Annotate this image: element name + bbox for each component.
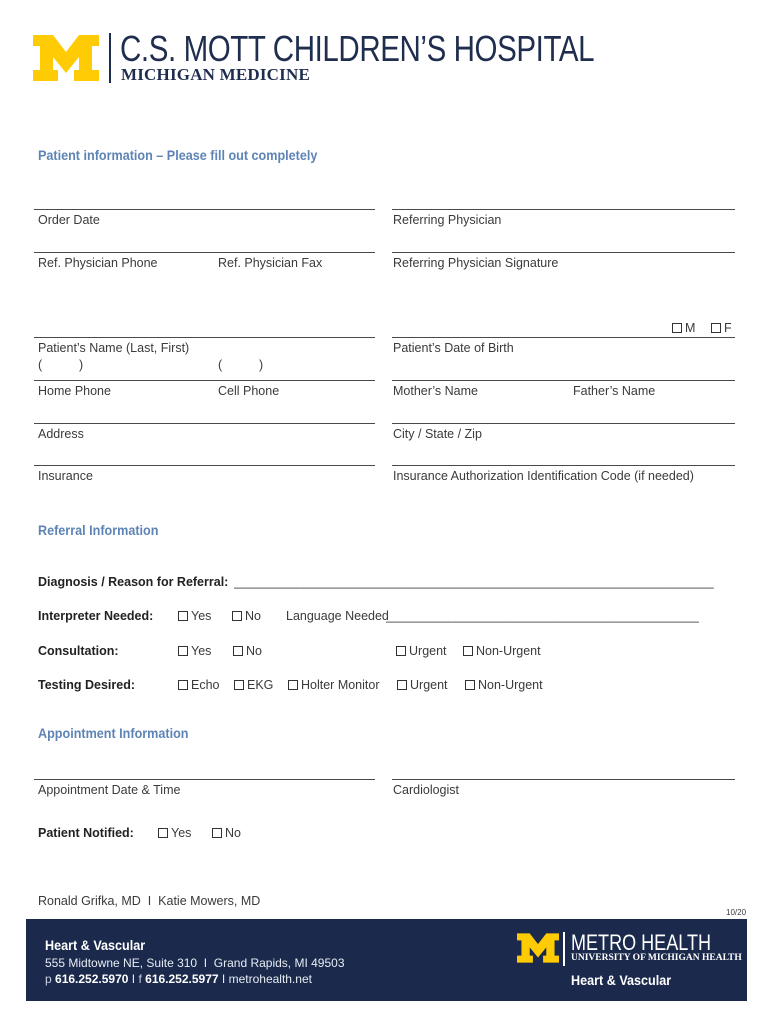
appointment-section-heading: Appointment Information <box>38 725 189 741</box>
sex-m-checkbox[interactable] <box>672 323 682 333</box>
notified-no-checkbox[interactable] <box>212 828 222 838</box>
interpreter-no-label: No <box>245 609 261 623</box>
cell-phone-label: Cell Phone <box>218 384 280 398</box>
patient-section-heading: Patient information – Please fill out completely <box>38 147 318 163</box>
hospital-name: C.S. MOTT CHILDREN’S HOSPITAL <box>120 28 595 69</box>
testing-echo-label: Echo <box>191 678 220 692</box>
notified-no-option[interactable] <box>212 826 241 840</box>
testing-ekg-label: EKG <box>247 678 274 692</box>
testing-urgent-checkbox[interactable] <box>397 680 407 690</box>
cell-phone-area-open: ( <box>218 358 223 372</box>
insurance-auth-label: Insurance Authorization Identification Code (if needed) <box>393 469 694 483</box>
diagnosis-field[interactable]: _____________________________________________________________________ <box>234 575 714 589</box>
appointment-date-label: Appointment Date & Time <box>38 783 181 797</box>
address-line[interactable] <box>34 423 375 424</box>
testing-ekg-option[interactable] <box>234 678 273 692</box>
interpreter-label: Interpreter Needed: <box>38 609 154 623</box>
phone-prefix: p <box>45 972 52 986</box>
testing-holter-label: Holter Monitor <box>301 678 380 692</box>
testing-echo-option[interactable] <box>178 678 220 692</box>
interpreter-no-option[interactable] <box>232 609 261 623</box>
fax-prefix: f <box>138 972 142 986</box>
consultation-yes-option[interactable] <box>178 644 211 658</box>
testing-label: Testing Desired: <box>38 678 136 692</box>
testing-holter-checkbox[interactable] <box>288 680 298 690</box>
cardiologist-line[interactable] <box>392 779 735 780</box>
home-phone-label: Home Phone <box>38 384 111 398</box>
notified-no-label: No <box>225 826 241 840</box>
footer-logo-divider <box>563 932 565 966</box>
consultation-no-checkbox[interactable] <box>233 646 243 656</box>
footer-phone[interactable]: 616.252.5970 <box>55 972 129 986</box>
ref-phone-label: Ref. Physician Phone <box>38 256 158 270</box>
testing-urgent-label: Urgent <box>410 678 448 692</box>
consultation-no-option[interactable] <box>233 644 262 658</box>
sex-m-label: M <box>685 321 696 335</box>
testing-non-urgent-option[interactable] <box>465 678 543 692</box>
footer-title: Heart & Vascular <box>45 937 146 953</box>
patient-notified-label: Patient Notified: <box>38 826 134 840</box>
interpreter-yes-label: Yes <box>191 609 212 623</box>
referring-physician-line[interactable] <box>392 209 735 210</box>
appointment-date-line[interactable] <box>34 779 375 780</box>
interpreter-yes-option[interactable] <box>178 609 211 623</box>
cell-phone-area-close: ) <box>259 358 264 372</box>
interpreter-yes-checkbox[interactable] <box>178 611 188 621</box>
order-date-line[interactable] <box>34 209 375 210</box>
insurance-line[interactable] <box>34 465 375 466</box>
city-state-zip-label: City / State / Zip <box>393 427 482 441</box>
mother-name-label: Mother’s Name <box>393 384 478 398</box>
diagnosis-label: Diagnosis / Reason for Referral: <box>38 575 229 589</box>
consultation-yes-checkbox[interactable] <box>178 646 188 656</box>
address-label: Address <box>38 427 84 441</box>
interpreter-no-checkbox[interactable] <box>232 611 242 621</box>
doctors-list: Ronald Grifka, MD I Katie Mowers, MD <box>38 894 261 908</box>
consultation-non-urgent-checkbox[interactable] <box>463 646 473 656</box>
notified-yes-checkbox[interactable] <box>158 828 168 838</box>
consultation-urgent-label: Urgent <box>409 644 447 658</box>
testing-non-urgent-checkbox[interactable] <box>465 680 475 690</box>
header-divider <box>109 33 111 83</box>
testing-non-urgent-label: Non-Urgent <box>478 678 543 692</box>
testing-ekg-checkbox[interactable] <box>234 680 244 690</box>
metro-health-brand: METRO HEALTH <box>571 930 711 955</box>
insurance-label: Insurance <box>38 469 93 483</box>
ref-signature-label: Referring Physician Signature <box>393 256 559 270</box>
consultation-non-urgent-label: Non-Urgent <box>476 644 541 658</box>
order-date-label: Order Date <box>38 213 100 227</box>
metro-health-tagline: Heart & Vascular <box>571 972 672 988</box>
cardiologist-label: Cardiologist <box>393 783 460 797</box>
consultation-label: Consultation: <box>38 644 119 658</box>
parents-line[interactable] <box>392 380 735 381</box>
footer-contact <box>45 972 312 986</box>
language-needed-field[interactable]: _____________________________________________ <box>386 609 699 623</box>
physician-signature-line[interactable] <box>392 252 735 253</box>
physician-phone-fax-line[interactable] <box>34 252 375 253</box>
consultation-urgent-checkbox[interactable] <box>396 646 406 656</box>
sex-f-option[interactable] <box>711 321 732 335</box>
ref-fax-label: Ref. Physician Fax <box>218 256 323 270</box>
father-name-label: Father’s Name <box>573 384 656 398</box>
footer-sep-2: I <box>221 972 226 986</box>
testing-echo-checkbox[interactable] <box>178 680 188 690</box>
metro-block-m-logo <box>517 933 559 968</box>
metro-health-subbrand: UNIVERSITY OF MICHIGAN HEALTH <box>571 953 742 963</box>
testing-holter-option[interactable] <box>288 678 380 692</box>
michigan-block-m-logo <box>33 35 99 86</box>
sex-f-checkbox[interactable] <box>711 323 721 333</box>
dob-label: Patient’s Date of Birth <box>393 341 514 355</box>
consultation-yes-label: Yes <box>191 644 212 658</box>
home-phone-area-close: ) <box>79 358 84 372</box>
patient-name-line[interactable] <box>34 337 375 338</box>
sex-m-option[interactable] <box>672 321 695 335</box>
sex-f-label: F <box>724 321 732 335</box>
footer-banner <box>26 919 747 1001</box>
consultation-non-urgent-option[interactable] <box>463 644 541 658</box>
phones-line[interactable] <box>34 380 375 381</box>
language-needed-label: Language Needed <box>286 609 389 623</box>
footer-sep-1: I <box>131 972 136 986</box>
testing-urgent-option[interactable] <box>397 678 448 692</box>
health-system-name: MICHIGAN MEDICINE <box>121 65 310 84</box>
footer-website-link[interactable]: metrohealth.net <box>228 972 312 986</box>
notified-yes-label: Yes <box>171 826 192 840</box>
notified-yes-option[interactable] <box>158 826 191 840</box>
referral-section-heading: Referral Information <box>38 522 159 538</box>
dob-line[interactable] <box>392 337 735 338</box>
insurance-auth-line[interactable] <box>392 465 735 466</box>
referring-physician-label: Referring Physician <box>393 213 502 227</box>
footer-address: 555 Midtowne NE, Suite 310 I Grand Rapids, MI 49503 <box>45 956 345 970</box>
consultation-no-label: No <box>246 644 262 658</box>
city-state-zip-line[interactable] <box>392 423 735 424</box>
footer-fax: 616.252.5977 <box>145 972 219 986</box>
patient-name-label: Patient’s Name (Last, First) <box>38 341 190 355</box>
home-phone-area-open: ( <box>38 358 43 372</box>
form-version: 10/20 <box>726 908 747 917</box>
consultation-urgent-option[interactable] <box>396 644 447 658</box>
